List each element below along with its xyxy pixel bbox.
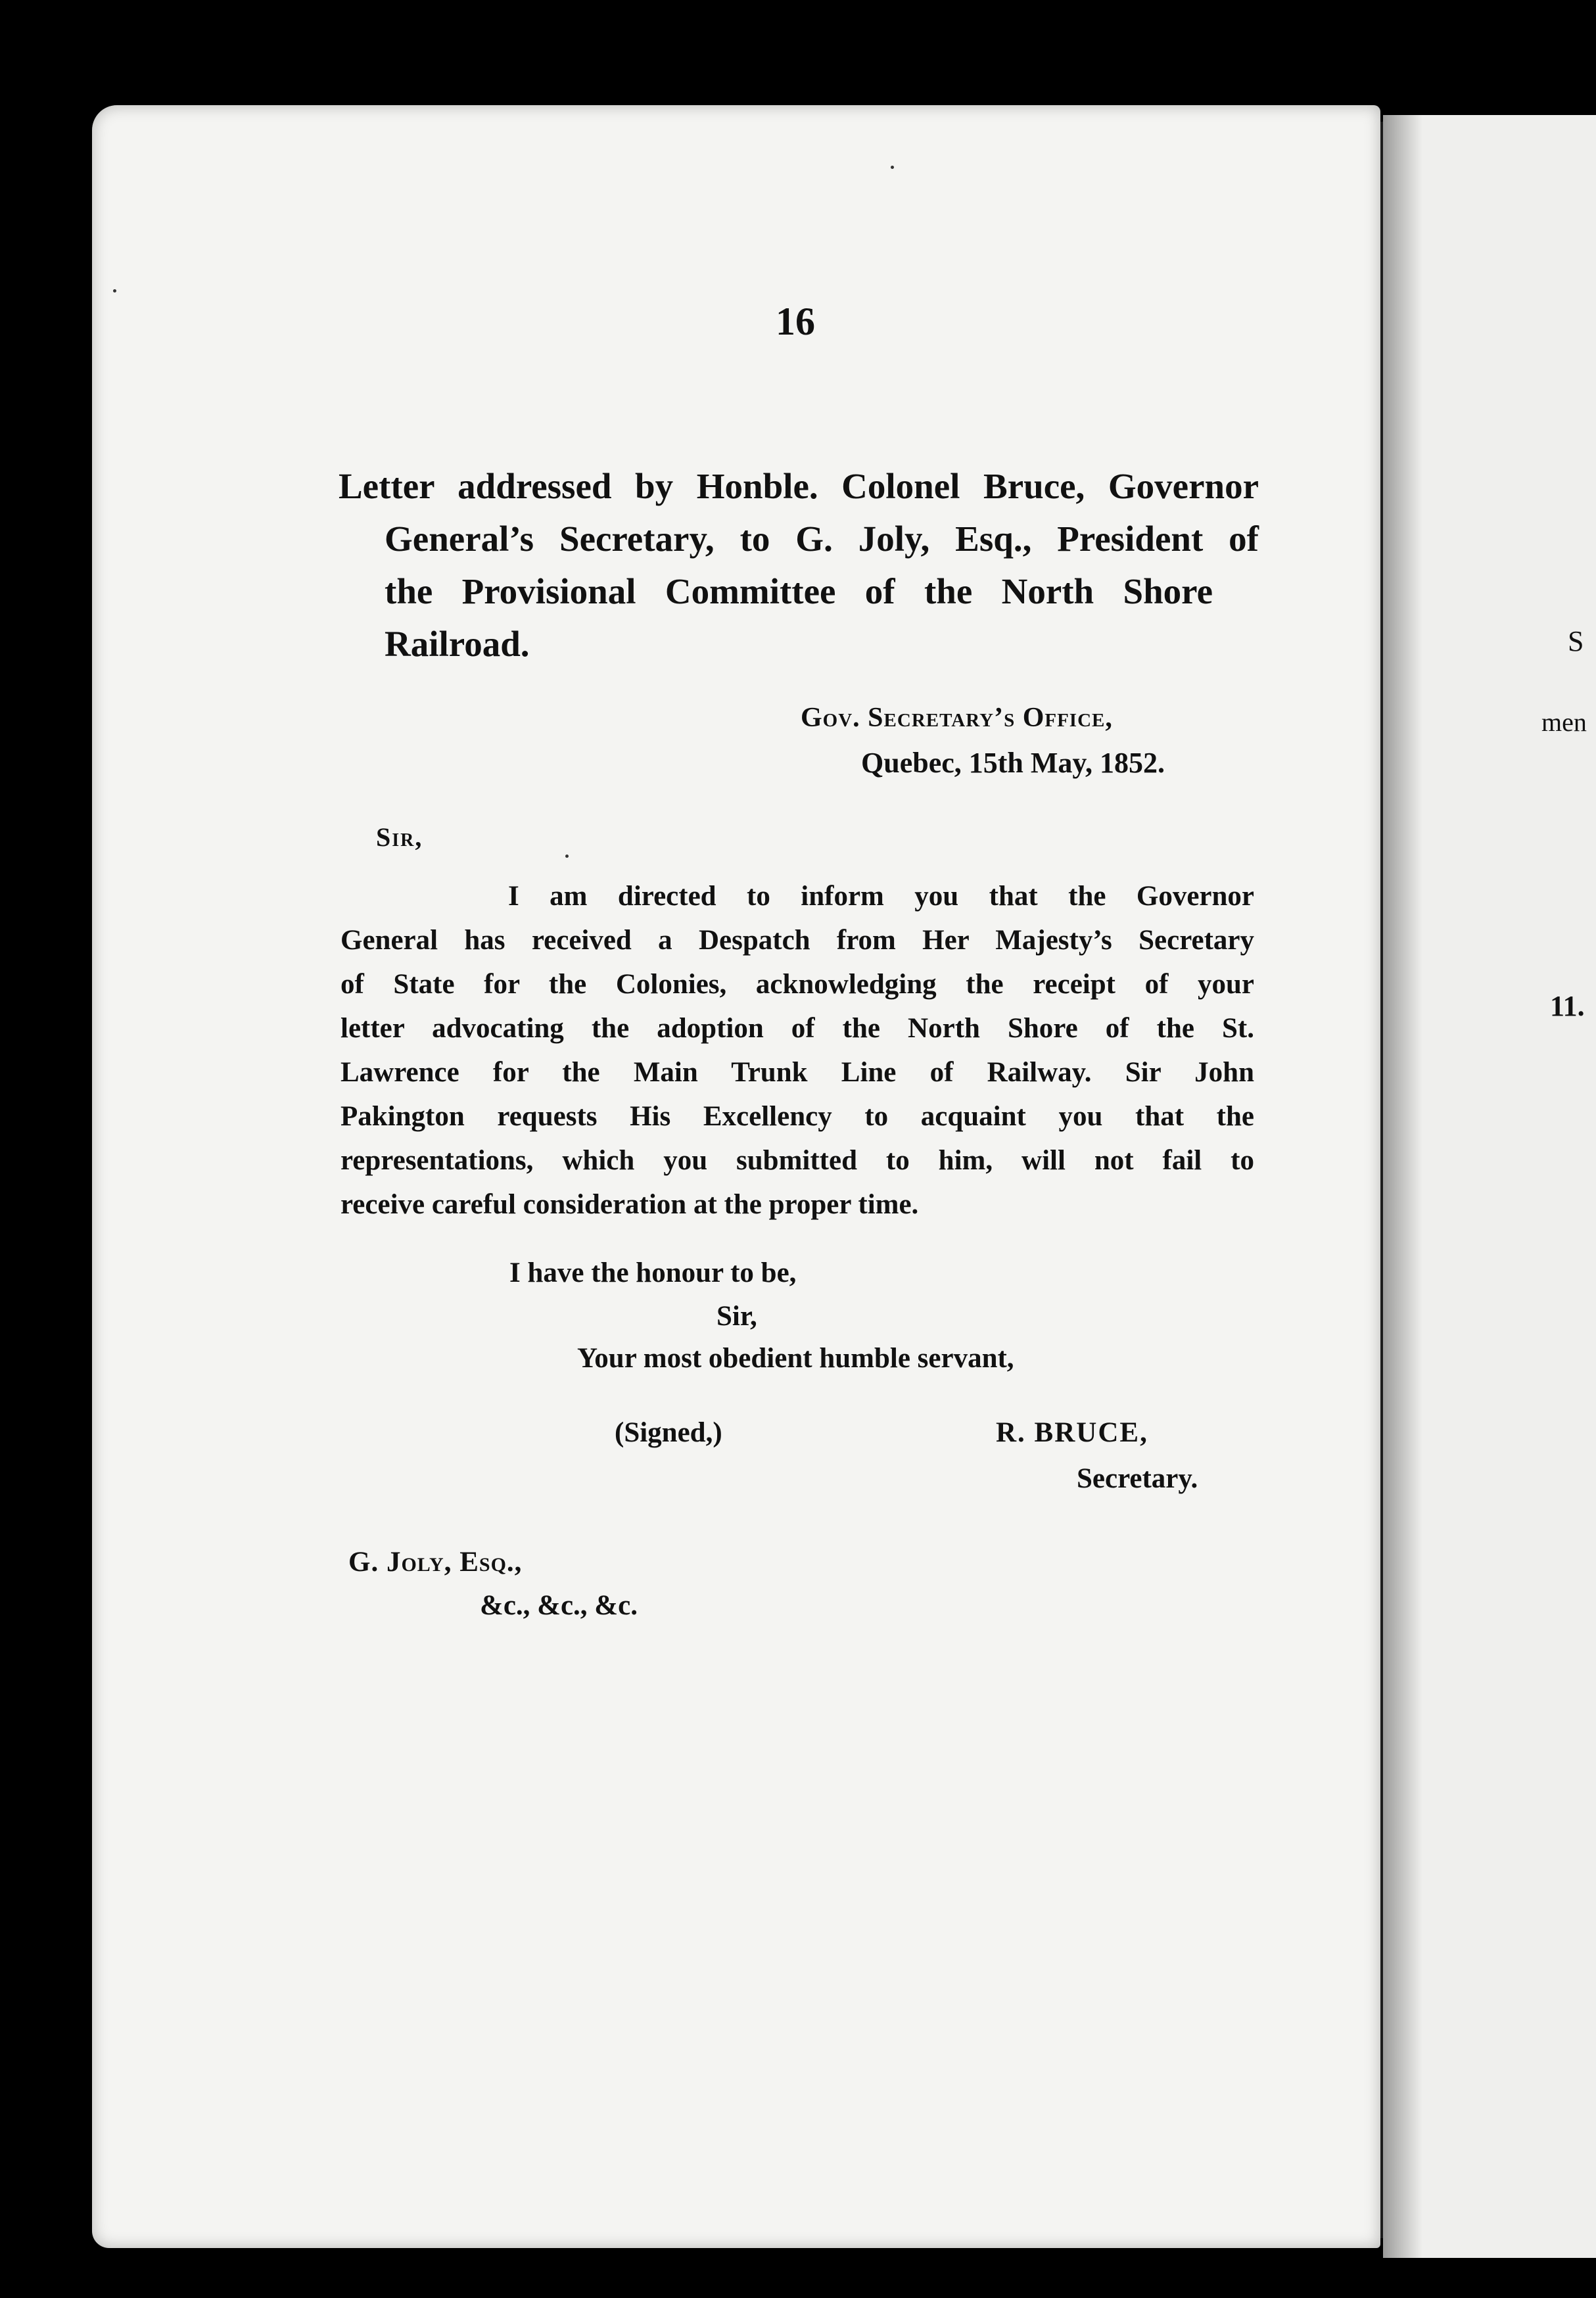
body-line: Lawrence for the Main Trunk Line of Railway. Sir John: [340, 1057, 1254, 1088]
addressee-etc: &c., &c., &c.: [480, 1590, 638, 1621]
facing-page-fragment-1: S: [1568, 625, 1584, 657]
heading-line: Letter addressed by Honble. Colonel Bruce, Governor: [339, 466, 1259, 506]
letter-body: [340, 874, 1254, 1227]
body-line: of State for the Colonies, acknowledging the receipt of your: [340, 969, 1254, 1000]
letter-heading: [339, 460, 1259, 670]
body-line: General has received a Despatch from Her Majesty’s Secretary: [340, 925, 1254, 956]
body-line: letter advocating the adoption of the North Shore of the St.: [340, 1013, 1254, 1044]
signed-note: (Signed,): [615, 1417, 722, 1448]
scan-speck: [565, 855, 569, 858]
signatory-title: Secretary.: [1077, 1463, 1198, 1494]
closing-line: Sir,: [716, 1301, 757, 1332]
page-number: 16: [776, 300, 815, 343]
closing-line: I have the honour to be,: [509, 1257, 797, 1288]
heading-line: Railroad.: [385, 624, 530, 664]
closing-line: Your most obedient humble servant,: [577, 1343, 1014, 1374]
dateline-office: Gov. Secretary’s Office,: [801, 703, 1113, 733]
salutation: Sir,: [376, 822, 423, 852]
body-line: receive careful consideration at the proper time.: [340, 1189, 919, 1220]
heading-line: General’s Secretary, to G. Joly, Esq., President of: [385, 519, 1259, 559]
facing-page-fragment-3: 11.: [1550, 990, 1585, 1022]
scan-speck: [113, 289, 116, 293]
body-line: Pakington requests His Excellency to acquaint you that the: [340, 1101, 1254, 1132]
addressee-name: G. Joly, Esq.,: [348, 1547, 523, 1578]
body-line: I am directed to inform you that the Governor: [508, 881, 1254, 912]
dateline-place-date: Quebec, 15th May, 1852.: [861, 747, 1165, 779]
scan-speck: [891, 166, 894, 169]
signatory-name: R. BRUCE,: [996, 1417, 1148, 1448]
heading-line: the Provisional Committee of the North Shore: [385, 571, 1213, 611]
facing-page-fragment-2: men: [1541, 707, 1587, 737]
body-line: representations, which you submitted to him, will not fail to: [340, 1145, 1254, 1176]
facing-page-shadow: [1383, 115, 1422, 2258]
